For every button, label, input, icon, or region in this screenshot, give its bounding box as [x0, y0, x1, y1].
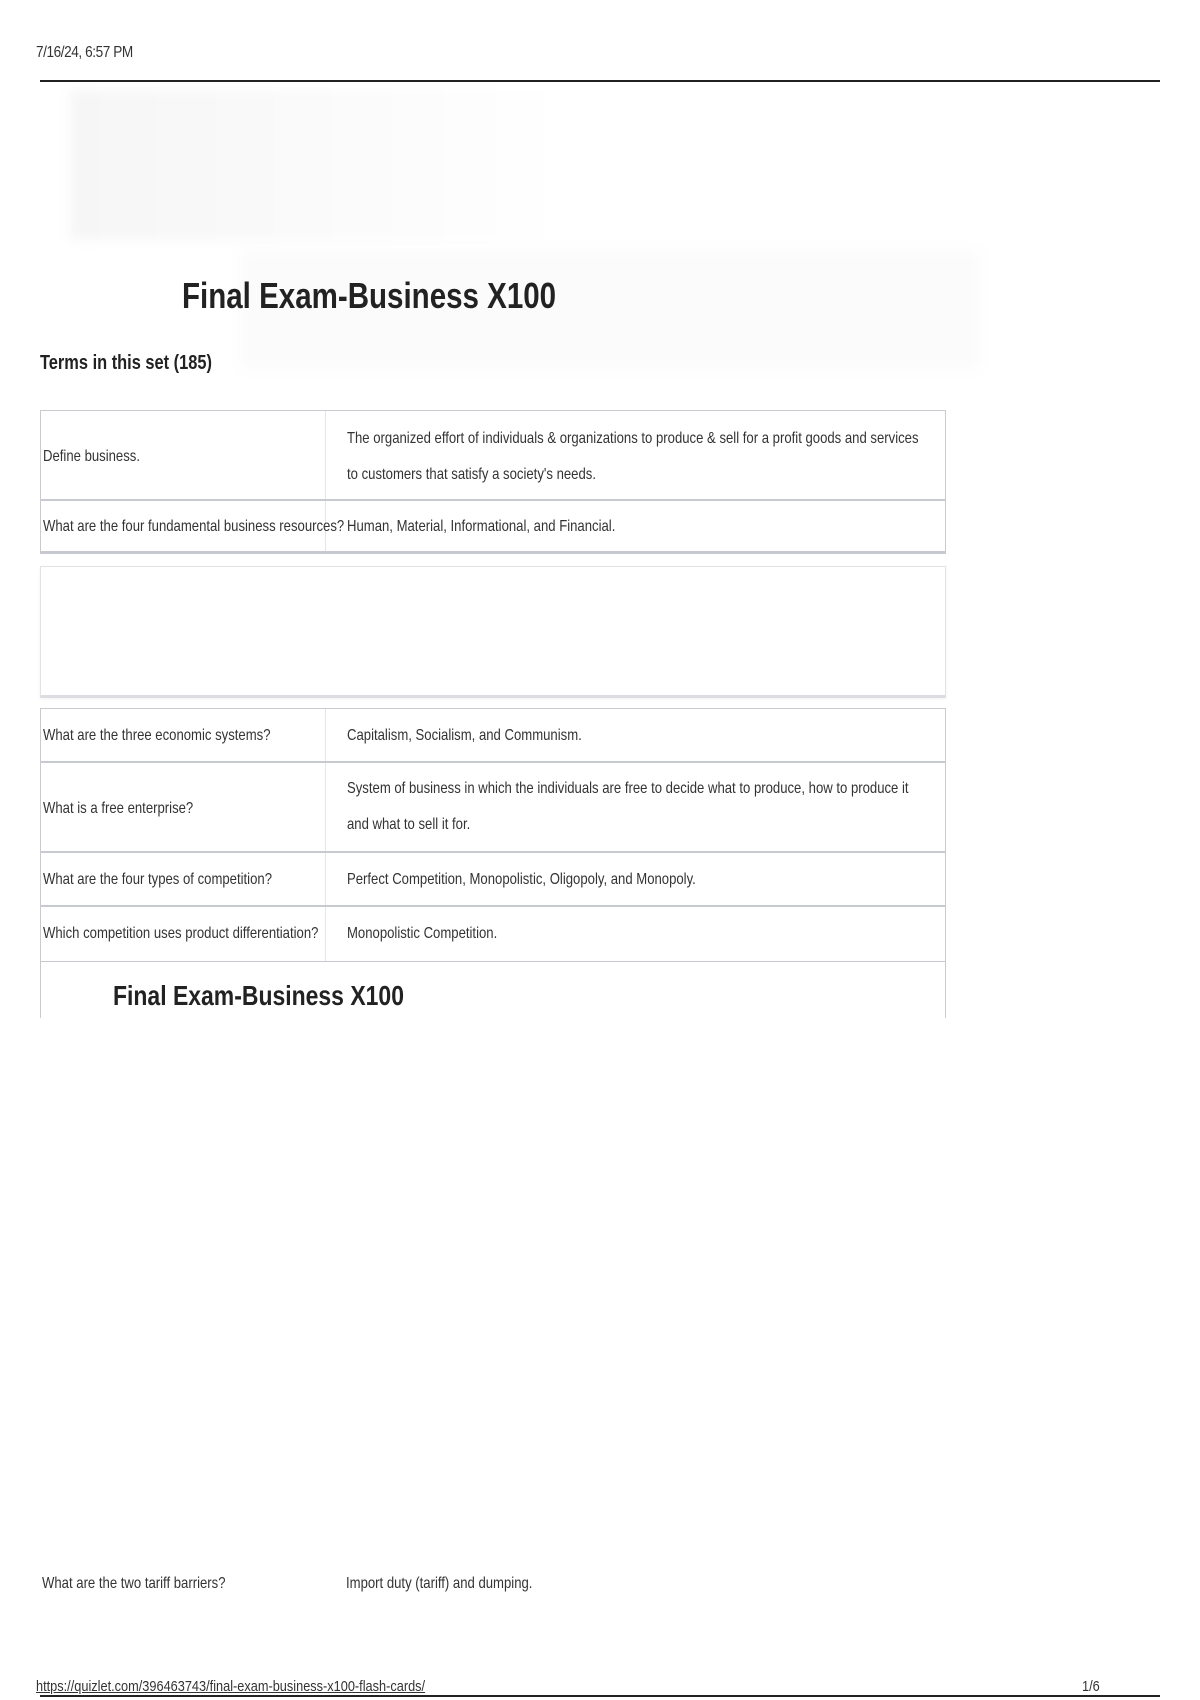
card-term: What are the three economic systems? [43, 727, 271, 744]
card-term: What is a free enterprise? [43, 800, 194, 817]
repeated-page-title: Final Exam-Business X100 [113, 980, 404, 1011]
card-term: Which competition uses product differentiation? [43, 925, 319, 942]
card-row [40, 852, 946, 908]
card-definition-line: The organized effort of individuals & organizations to produce & sell for a profit goods and services [347, 430, 919, 447]
card-definition-line: Import duty (tariff) and dumping. [346, 1575, 533, 1592]
card-definition-line: Human, Material, Informational, and Financial. [347, 518, 616, 535]
card-term: What are the two tariff barriers? [42, 1575, 226, 1592]
column-divider [325, 853, 326, 905]
card-term: Define business. [43, 448, 141, 465]
blank-card-placeholder [40, 566, 946, 698]
card-term: What are the four fundamental business resources? [43, 518, 345, 535]
terms-count-heading: Terms in this set (185) [40, 352, 212, 374]
header-divider [40, 80, 1160, 82]
card-definition-line: and what to sell it for. [347, 816, 471, 833]
card-definition-line: Perfect Competition, Monopolistic, Oligopoly, and Monopoly. [347, 871, 696, 888]
page-title: Final Exam-Business X100 [182, 275, 557, 316]
card-row [40, 410, 946, 502]
column-divider [325, 411, 326, 499]
card-row [40, 762, 946, 854]
column-divider [325, 907, 326, 961]
truncated-card [40, 962, 946, 1018]
card-row [40, 906, 946, 964]
faded-background-artifact [70, 90, 570, 240]
card-row [40, 708, 946, 764]
print-timestamp: 7/16/24, 6:57 PM [36, 44, 133, 61]
card-definition-line: to customers that satisfy a society's needs. [347, 466, 596, 483]
card-term: What are the four types of competition? [43, 871, 272, 888]
footer-url-link[interactable]: https://quizlet.com/396463743/final-exam-business-x100-flash-cards/ [36, 1678, 426, 1695]
card-row [40, 500, 946, 554]
card-definition-line: Monopolistic Competition. [347, 925, 498, 942]
column-divider [325, 763, 326, 851]
card-definition-line: Capitalism, Socialism, and Communism. [347, 727, 582, 744]
page-number: 1/6 [1082, 1678, 1100, 1695]
card-definition-line: System of business in which the individuals are free to decide what to produce, how to produce it [347, 780, 909, 797]
column-divider [325, 709, 326, 761]
footer-divider [40, 1695, 1160, 1697]
